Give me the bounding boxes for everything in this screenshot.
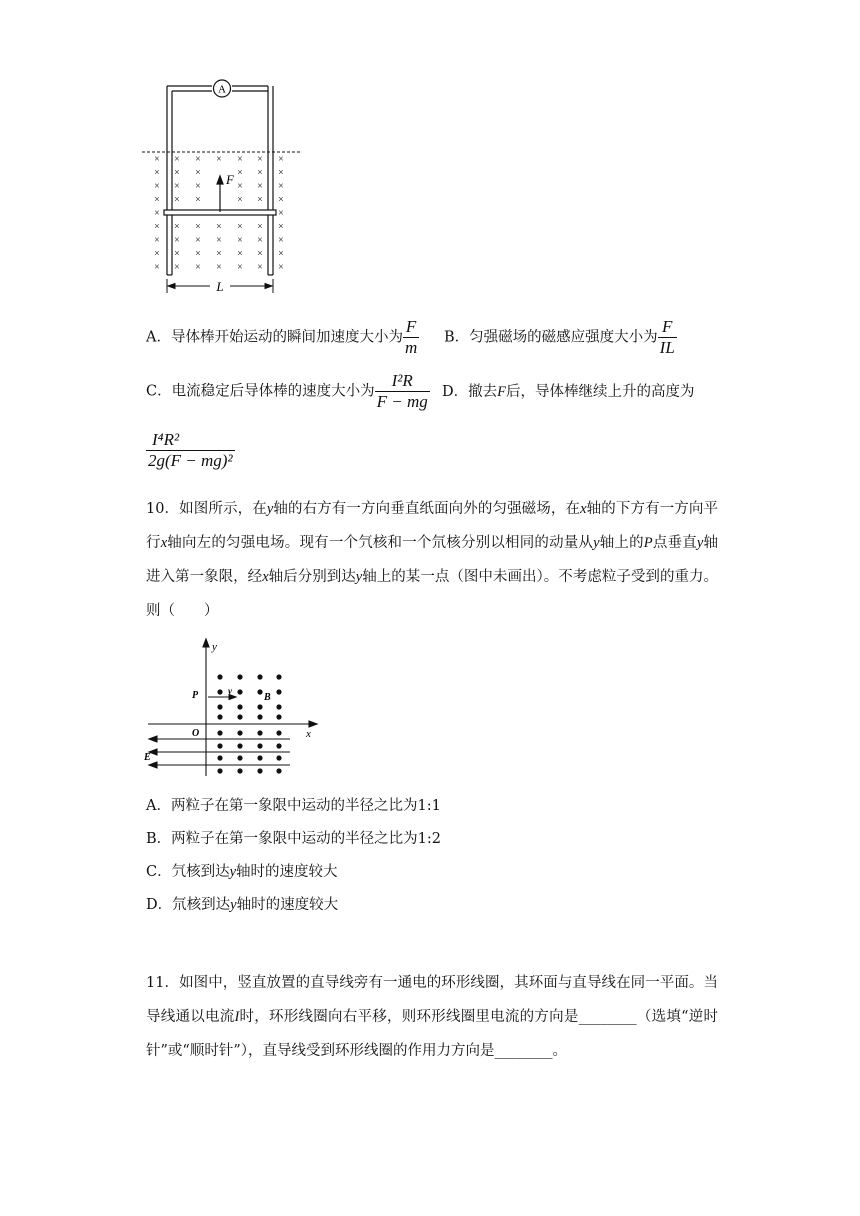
field-cross-mark: × <box>257 167 263 179</box>
field-dot-mark <box>237 714 242 719</box>
q9-option-d-fraction: $\frac{\text{I⁴R²}}{\text{2g(F − mg)²}}$ <box>148 430 233 470</box>
field-cross-mark: × <box>278 154 284 165</box>
svg-text:F: F <box>226 172 234 187</box>
field-cross-mark: × <box>154 154 160 165</box>
field-dot-mark <box>217 743 222 748</box>
field-dot-mark <box>257 755 262 760</box>
field-dot-mark <box>276 755 281 760</box>
field-dot-mark <box>257 714 262 719</box>
field-cross-mark: × <box>174 262 180 273</box>
field-dot-mark <box>217 755 222 760</box>
svg-text:B: B <box>264 692 271 703</box>
field-cross-mark: × <box>174 248 180 260</box>
field-dot-mark <box>237 674 242 679</box>
field-cross-mark: × <box>237 248 243 260</box>
field-cross-mark: × <box>216 154 222 165</box>
field-cross-mark: × <box>237 167 243 179</box>
field-dot-mark <box>276 674 281 679</box>
field-cross-mark: × <box>195 235 201 246</box>
field-cross-mark: × <box>154 181 160 192</box>
field-cross-mark: × <box>195 248 201 260</box>
option-c-fraction: $\frac{\text{I²R}}{F - mg}$ <box>376 371 428 411</box>
field-dot-mark <box>217 730 222 735</box>
field-cross-mark: × <box>174 167 180 179</box>
field-dot-mark <box>217 714 222 719</box>
field-dot-mark <box>276 689 281 694</box>
field-cross-mark: × <box>154 221 160 233</box>
electric-field-lines <box>149 736 290 768</box>
field-cross-mark: × <box>257 194 263 206</box>
field-dot-mark <box>237 730 242 735</box>
field-dot-mark <box>217 768 222 773</box>
field-dot-mark <box>237 704 242 709</box>
field-cross-mark: × <box>195 262 201 273</box>
q9-option-a <box>146 317 419 358</box>
field-dot-mark <box>257 689 262 694</box>
field-cross-mark: × <box>278 181 284 192</box>
field-cross-mark: × <box>257 154 263 165</box>
q9-option-b <box>444 317 677 358</box>
field-dot-mark <box>257 730 262 735</box>
field-cross-mark: × <box>278 221 284 233</box>
field-cross-mark: × <box>257 235 263 246</box>
svg-text:L: L <box>216 279 224 294</box>
field-dot-mark <box>276 714 281 719</box>
field-cross-mark: × <box>174 221 180 233</box>
q10-option-b: B．两粒子在第一象限中运动的半径之比为1:2 <box>146 831 441 847</box>
rail-circuit-figure <box>140 78 310 300</box>
q11-stem: 11．如图中，竖直放置的直导线旁有一通电的环形线圈，其环面与直导线在同一平面。当导线通以电流I时，环形线圈向右平移，则环形线圈里电流的方向是________（选填“逆时针”或“顺时针”），直导线受到环形线圈的作用力方向是________。 <box>146 975 719 1059</box>
field-dot-mark <box>276 768 281 773</box>
field-dot-mark <box>257 674 262 679</box>
field-cross-mark: × <box>237 221 243 233</box>
q9-option-d: D．撤去F后，导体棒继续上升的高度为 <box>442 384 695 400</box>
svg-text:A: A <box>218 83 226 96</box>
field-dot-mark <box>276 730 281 735</box>
option-a-fraction: $\frac{F}{m}$ <box>404 317 418 357</box>
field-cross-mark: × <box>195 181 201 192</box>
field-cross-mark: × <box>278 167 284 179</box>
field-cross-mark: × <box>278 194 284 206</box>
ammeter-icon <box>214 80 231 97</box>
field-cross-mark: × <box>216 235 222 246</box>
field-cross-mark: × <box>195 167 201 179</box>
svg-text:E: E <box>144 752 151 763</box>
field-dot-mark <box>217 674 222 679</box>
field-cross-mark: × <box>154 208 160 219</box>
option-a-text: A．导体棒开始运动的瞬间加速度大小为 <box>146 329 403 346</box>
field-dot-mark <box>217 704 222 709</box>
field-cross-mark: × <box>154 248 160 260</box>
field-cross-mark: × <box>257 221 263 233</box>
field-cross-mark: × <box>154 235 160 246</box>
field-cross-mark: × <box>195 194 201 206</box>
svg-text:O: O <box>192 728 200 739</box>
field-axes-figure <box>140 636 320 780</box>
field-dot-mark <box>237 743 242 748</box>
field-dot-mark <box>237 755 242 760</box>
field-cross-mark: × <box>154 262 160 273</box>
field-dot-mark <box>276 743 281 748</box>
field-cross-mark: × <box>237 181 243 192</box>
svg-text:y: y <box>212 641 217 653</box>
field-cross-mark: × <box>174 194 180 206</box>
field-dot-mark <box>257 768 262 773</box>
svg-text:P: P <box>192 690 199 701</box>
field-cross-mark: × <box>237 262 243 273</box>
field-dot-mark <box>257 704 262 709</box>
svg-text:x: x <box>306 728 311 740</box>
force-arrow <box>217 176 223 212</box>
q10-option-a: A．两粒子在第一象限中运动的半径之比为1:1 <box>146 798 441 814</box>
field-cross-mark: × <box>237 194 243 206</box>
field-dot-mark <box>276 704 281 709</box>
field-dot-mark <box>237 768 242 773</box>
field-cross-mark: × <box>257 181 263 192</box>
field-cross-mark: × <box>278 262 284 273</box>
field-cross-mark: × <box>216 262 222 273</box>
field-cross-mark: × <box>195 154 201 165</box>
field-cross-mark: × <box>278 235 284 246</box>
field-cross-mark: × <box>195 221 201 233</box>
field-cross-mark: × <box>216 221 222 233</box>
field-cross-mark: × <box>257 262 263 273</box>
field-arrowhead <box>149 736 157 742</box>
field-cross-mark: × <box>257 248 263 260</box>
svg-text:v: v <box>228 686 232 696</box>
option-b-text: B．匀强磁场的磁感应强度大小为 <box>444 329 658 346</box>
q10-option-c: C．氕核到达y轴时的速度较大 <box>146 864 338 880</box>
field-dot-mark <box>217 689 222 694</box>
q9-option-c <box>146 371 430 412</box>
q10-stem: 10．如图所示，在y轴的右方有一方向垂直纸面向外的匀强磁场，在x轴的下方有一方向平行x轴向左的匀强电场。现有一个氕核和一个氘核分别以相同的动量从y轴上的P点垂直y轴进入第一象限，经x轴后分别到达y轴上的某一点（图中未画出）。不考虑粒子受到的重力。则（ ） <box>146 501 719 619</box>
field-cross-mark: × <box>278 248 284 260</box>
field-cross-mark: × <box>174 181 180 192</box>
field-cross-mark: × <box>216 248 222 260</box>
field-cross-mark: × <box>174 154 180 165</box>
field-dot-mark <box>237 689 242 694</box>
field-cross-mark: × <box>237 154 243 165</box>
field-cross-mark: × <box>154 167 160 179</box>
field-dot-mark <box>257 743 262 748</box>
field-cross-mark: × <box>174 235 180 246</box>
field-cross-mark: × <box>154 194 160 206</box>
field-cross-mark: × <box>237 235 243 246</box>
q10-option-d: D．氘核到达y轴时的速度较大 <box>146 897 339 913</box>
option-c-text: C．电流稳定后导体棒的速度大小为 <box>146 383 375 400</box>
field-cross-mark: × <box>278 208 284 219</box>
option-b-fraction: $\frac{F}{IL}$ <box>659 317 675 357</box>
